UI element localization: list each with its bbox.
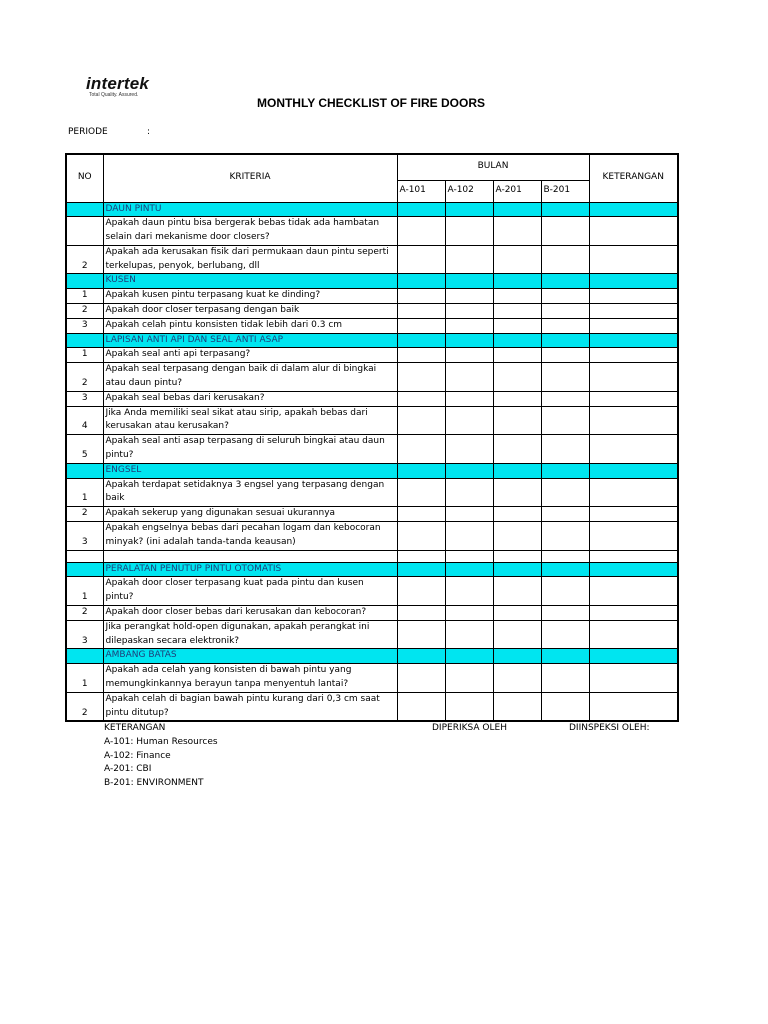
keterangan-title: KETERANGAN [104, 723, 166, 733]
keterangan-cell [589, 318, 678, 333]
check-cell [541, 363, 589, 392]
section-row [66, 463, 678, 478]
diinspeksi-label: DIINSPEKSI OLEH: [569, 723, 650, 733]
check-cell [445, 664, 493, 693]
header-col-a102: A-102 [445, 180, 493, 202]
keterangan-cell [589, 463, 678, 478]
keterangan-cell [589, 620, 678, 649]
check-cell [397, 348, 445, 363]
item-text: Apakah celah di bagian bawah pintu kurang dari 0,3 cm saat pintu ditutup? [103, 692, 397, 721]
check-cell [541, 202, 589, 217]
section-row [66, 333, 678, 348]
keterangan-cell [589, 217, 678, 246]
check-cell [493, 289, 541, 304]
diperiksa-label: DIPERIKSA OLEH [432, 723, 507, 733]
check-cell [397, 649, 445, 664]
section-title: ENGSEL [103, 463, 397, 478]
check-cell [397, 507, 445, 522]
table-row [66, 363, 678, 392]
table-row [66, 692, 678, 721]
check-cell [493, 620, 541, 649]
keterangan-cell [589, 577, 678, 606]
check-cell [541, 348, 589, 363]
check-cell [397, 664, 445, 693]
check-cell [493, 274, 541, 289]
check-cell [397, 463, 445, 478]
item-text: Apakah ada celah yang konsisten di bawah pintu yang memungkinkannya berayun tanpa menyentuh lantai? [103, 664, 397, 693]
check-cell [445, 478, 493, 507]
check-cell [493, 507, 541, 522]
keterangan-cell [589, 478, 678, 507]
check-cell [541, 435, 589, 464]
check-cell [445, 620, 493, 649]
check-cell [493, 348, 541, 363]
item-no: 5 [66, 435, 103, 464]
check-cell [397, 363, 445, 392]
check-cell [445, 391, 493, 406]
check-cell [493, 478, 541, 507]
check-cell [493, 550, 541, 562]
item-no: 2 [66, 606, 103, 621]
check-cell [493, 606, 541, 621]
item-no [66, 217, 103, 246]
check-cell [445, 522, 493, 551]
check-cell [445, 363, 493, 392]
table-row [66, 478, 678, 507]
item-text: Apakah kusen pintu terpasang kuat ke dinding? [103, 289, 397, 304]
check-cell [397, 577, 445, 606]
table-row [66, 289, 678, 304]
section-no-cell [66, 463, 103, 478]
spacer-row [66, 550, 678, 562]
item-no: 2 [66, 304, 103, 319]
keterangan-cell [589, 245, 678, 274]
keterangan-cell [589, 202, 678, 217]
check-cell [493, 522, 541, 551]
section-title: PERALATAN PENUTUP PINTU OTOMATIS [103, 562, 397, 577]
legend-item: B-201: ENVIRONMENT [104, 778, 204, 789]
item-text: Apakah door closer terpasang kuat pada pintu dan kusen pintu? [103, 577, 397, 606]
section-no-cell [66, 202, 103, 217]
check-cell [541, 318, 589, 333]
check-cell [397, 562, 445, 577]
legend-block [104, 722, 218, 791]
check-cell [541, 245, 589, 274]
keterangan-cell [589, 692, 678, 721]
check-cell [445, 217, 493, 246]
check-cell [445, 435, 493, 464]
check-cell [541, 289, 589, 304]
page-title: MONTHLY CHECKLIST OF FIRE DOORS [256, 96, 485, 110]
header-col-a201: A-201 [493, 180, 541, 202]
item-text: Apakah sekerup yang digunakan sesuai ukurannya [103, 507, 397, 522]
item-text: Apakah daun pintu bisa bergerak bebas tidak ada hambatan selain dari mekanisme door closers? [103, 217, 397, 246]
item-no: 3 [66, 391, 103, 406]
check-cell [397, 406, 445, 435]
item-no: 4 [66, 406, 103, 435]
item-no: 2 [66, 245, 103, 274]
section-row [66, 649, 678, 664]
table-row [66, 664, 678, 693]
check-cell [493, 562, 541, 577]
keterangan-cell [589, 274, 678, 289]
table-row [66, 318, 678, 333]
table-row [66, 304, 678, 319]
keterangan-cell [589, 363, 678, 392]
section-no-cell [66, 649, 103, 664]
keterangan-cell [589, 435, 678, 464]
table-row [66, 522, 678, 551]
check-cell [397, 522, 445, 551]
check-cell [541, 507, 589, 522]
check-cell [541, 606, 589, 621]
section-no-cell [66, 562, 103, 577]
check-cell [445, 550, 493, 562]
check-cell [541, 577, 589, 606]
check-cell [493, 245, 541, 274]
table-row [66, 348, 678, 363]
check-cell [445, 245, 493, 274]
check-cell [397, 391, 445, 406]
check-cell [397, 245, 445, 274]
check-cell [445, 333, 493, 348]
check-cell [541, 274, 589, 289]
item-no: 3 [66, 318, 103, 333]
item-text: Apakah seal terpasang dengan baik di dalam alur di bingkai atau daun pintu? [103, 363, 397, 392]
checklist-table [65, 153, 679, 722]
check-cell [493, 318, 541, 333]
keterangan-cell [589, 649, 678, 664]
legend-item: A-201: CBI [104, 764, 152, 775]
check-cell [397, 692, 445, 721]
table-row [66, 577, 678, 606]
item-no: 1 [66, 289, 103, 304]
section-title: AMBANG BATAS [103, 649, 397, 664]
check-cell [541, 522, 589, 551]
check-cell [541, 463, 589, 478]
item-text: Jika perangkat hold-open digunakan, apakah perangkat ini dilepaskan secara elektronik? [103, 620, 397, 649]
check-cell [445, 348, 493, 363]
check-cell [397, 435, 445, 464]
spacer-cell [103, 550, 397, 562]
check-cell [493, 202, 541, 217]
item-text: Apakah terdapat setidaknya 3 engsel yang terpasang dengan baik [103, 478, 397, 507]
check-cell [541, 692, 589, 721]
spacer-cell [66, 550, 103, 562]
check-cell [541, 391, 589, 406]
check-cell [445, 649, 493, 664]
table-row [66, 435, 678, 464]
item-no: 2 [66, 363, 103, 392]
logo-tagline: Total Quality. Assured. [89, 92, 139, 98]
check-cell [541, 649, 589, 664]
check-cell [541, 550, 589, 562]
check-cell [445, 202, 493, 217]
item-no: 1 [66, 664, 103, 693]
header-col-a101: A-101 [397, 180, 445, 202]
item-text: Apakah seal anti asap terpasang di seluruh bingkai atau daun pintu? [103, 435, 397, 464]
item-text: Apakah door closer bebas dari kerusakan dan kebocoran? [103, 606, 397, 621]
section-row [66, 562, 678, 577]
header-no: NO [66, 154, 103, 202]
check-cell [493, 435, 541, 464]
check-cell [445, 606, 493, 621]
check-cell [493, 577, 541, 606]
check-cell [445, 318, 493, 333]
check-cell [493, 649, 541, 664]
check-cell [493, 664, 541, 693]
keterangan-cell [589, 289, 678, 304]
section-title: LAPISAN ANTI API DAN SEAL ANTI ASAP [103, 333, 397, 348]
table-row [66, 507, 678, 522]
check-cell [541, 620, 589, 649]
item-text: Apakah ada kerusakan fisik dari permukaan daun pintu seperti terkelupas, penyok, berlubang, dll [103, 245, 397, 274]
item-no: 1 [66, 348, 103, 363]
item-no: 3 [66, 620, 103, 649]
header-kriteria: KRITERIA [103, 154, 397, 202]
check-cell [445, 406, 493, 435]
check-cell [445, 304, 493, 319]
check-cell [493, 391, 541, 406]
check-cell [541, 664, 589, 693]
table-row [66, 406, 678, 435]
check-cell [541, 333, 589, 348]
header-keterangan: KETERANGAN [589, 154, 678, 202]
logo-brand: intertek [86, 74, 150, 93]
check-cell [397, 606, 445, 621]
check-cell [541, 304, 589, 319]
check-cell [397, 550, 445, 562]
check-cell [493, 217, 541, 246]
keterangan-cell [589, 522, 678, 551]
check-cell [493, 406, 541, 435]
check-cell [445, 562, 493, 577]
item-no: 1 [66, 478, 103, 507]
check-cell [397, 620, 445, 649]
keterangan-cell [589, 550, 678, 562]
check-cell [397, 217, 445, 246]
check-cell [493, 304, 541, 319]
check-cell [541, 217, 589, 246]
legend-item: A-102: Finance [104, 750, 171, 761]
section-title: KUSEN [103, 274, 397, 289]
item-text: Apakah door closer terpasang dengan baik [103, 304, 397, 319]
check-cell [397, 318, 445, 333]
check-cell [397, 478, 445, 507]
check-cell [397, 274, 445, 289]
periode-label: PERIODE [68, 127, 108, 137]
item-no: 2 [66, 507, 103, 522]
check-cell [445, 289, 493, 304]
check-cell [541, 478, 589, 507]
item-text: Apakah engselnya bebas dari pecahan logam dan kebocoran minyak? (ini adalah tanda-tanda keausan) [103, 522, 397, 551]
check-cell [445, 692, 493, 721]
section-title: DAUN PINTU [103, 202, 397, 217]
check-cell [397, 289, 445, 304]
check-cell [397, 333, 445, 348]
item-no: 3 [66, 522, 103, 551]
check-cell [445, 577, 493, 606]
check-cell [445, 274, 493, 289]
item-no: 2 [66, 692, 103, 721]
section-no-cell [66, 274, 103, 289]
item-text: Apakah seal bebas dari kerusakan? [103, 391, 397, 406]
keterangan-cell [589, 348, 678, 363]
keterangan-cell [589, 406, 678, 435]
check-cell [493, 692, 541, 721]
intertek-logo [86, 76, 149, 98]
section-row [66, 274, 678, 289]
check-cell [397, 202, 445, 217]
table-row [66, 217, 678, 246]
keterangan-cell [589, 606, 678, 621]
item-no: 1 [66, 577, 103, 606]
item-text: Apakah seal anti api terpasang? [103, 348, 397, 363]
keterangan-cell [589, 507, 678, 522]
table-row [66, 606, 678, 621]
check-cell [493, 363, 541, 392]
section-no-cell [66, 333, 103, 348]
table-row [66, 620, 678, 649]
periode-colon: : [147, 127, 151, 137]
check-cell [445, 507, 493, 522]
keterangan-cell [589, 304, 678, 319]
header-col-b201: B-201 [541, 180, 589, 202]
check-cell [493, 463, 541, 478]
keterangan-cell [589, 664, 678, 693]
item-text: Apakah celah pintu konsisten tidak lebih dari 0.3 cm [103, 318, 397, 333]
check-cell [493, 333, 541, 348]
table-row [66, 391, 678, 406]
keterangan-cell [589, 562, 678, 577]
checklist-body [66, 202, 678, 721]
header-bulan: BULAN [397, 154, 589, 180]
check-cell [445, 463, 493, 478]
keterangan-cell [589, 333, 678, 348]
check-cell [397, 304, 445, 319]
table-row [66, 245, 678, 274]
keterangan-cell [589, 391, 678, 406]
section-row [66, 202, 678, 217]
legend-item: A-101: Human Resources [104, 736, 218, 747]
check-cell [541, 406, 589, 435]
item-text: Jika Anda memiliki seal sikat atau sirip, apakah bebas dari kerusakan atau kerusakan? [103, 406, 397, 435]
check-cell [541, 562, 589, 577]
